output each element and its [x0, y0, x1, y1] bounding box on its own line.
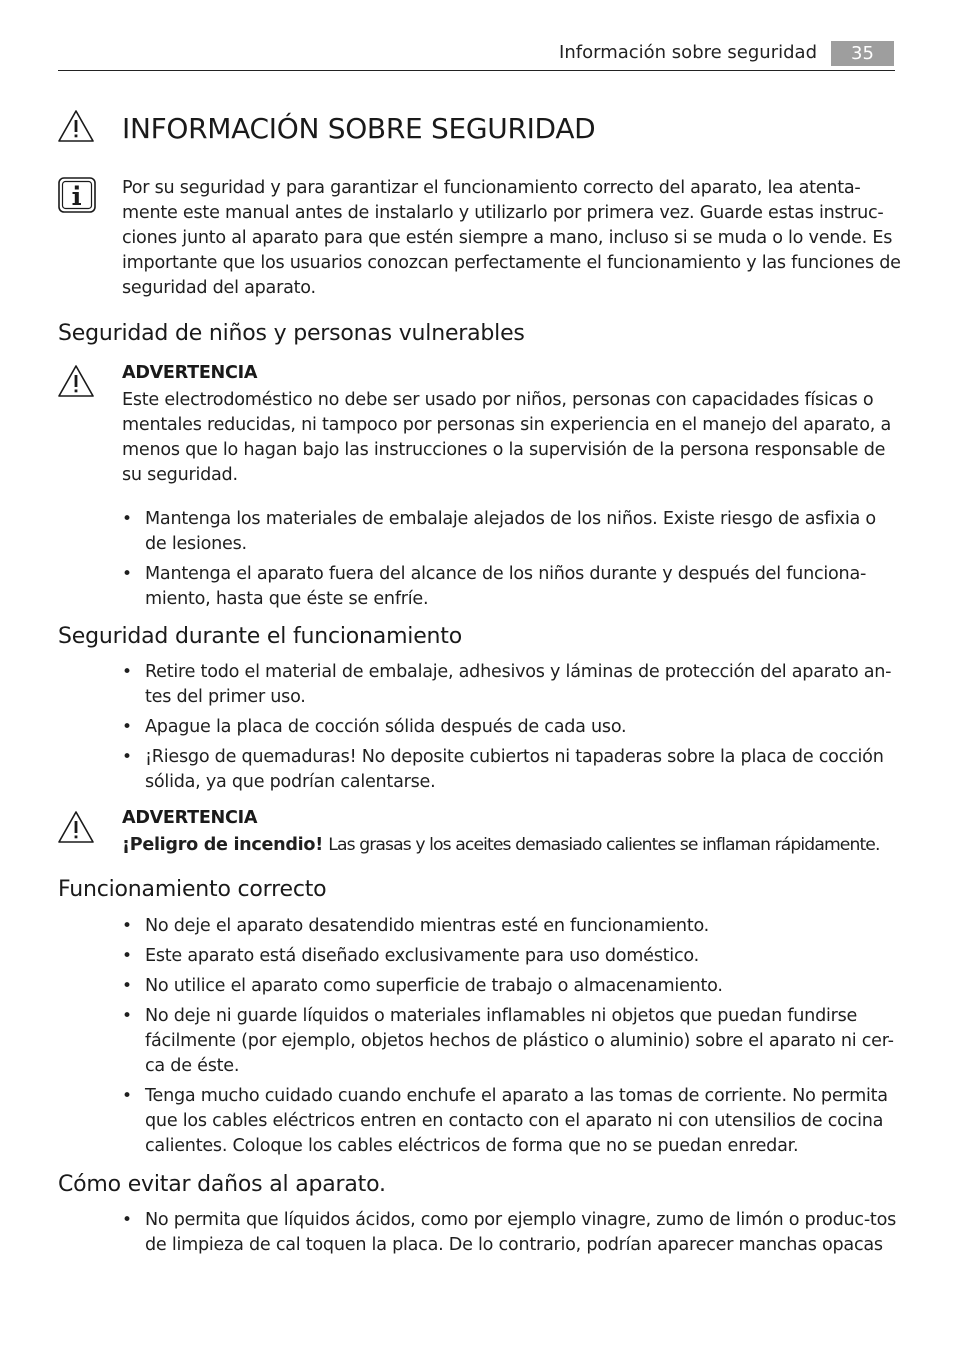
- page-number: 35: [831, 41, 894, 66]
- list-item: • No deje el aparato desatendido mientras esté en funcionamiento.: [122, 914, 902, 939]
- bullet-list-operation: [122, 660, 902, 800]
- bullet-list-correct: [122, 914, 902, 1164]
- warning-text-fire: [122, 833, 912, 858]
- section-heading-damage: Cómo evitar daños al aparato.: [58, 1172, 386, 1197]
- list-item: • Apague la placa de cocción sólida después de cada uso.: [122, 715, 902, 740]
- section-heading-children: Seguridad de niños y personas vulnerables: [58, 321, 525, 346]
- list-item: • No utilice el aparato como superficie de trabajo o almacenamiento.: [122, 974, 902, 999]
- page-title: INFORMACIÓN SOBRE SEGURIDAD: [122, 112, 596, 145]
- list-item: • Este aparato está diseñado exclusivamente para uso doméstico.: [122, 944, 902, 969]
- warning-triangle-icon: [57, 109, 95, 143]
- list-item: • No permita que líquidos ácidos, como por ejemplo vinagre, zumo de limón o produc-tos de limpieza de cal toquen la placa. De lo contrario, podrían aparecer manchas opacas: [122, 1208, 902, 1258]
- section-heading-operation: Seguridad durante el funcionamiento: [58, 624, 462, 649]
- warning-label: ADVERTENCIA: [122, 363, 258, 383]
- list-item: • ¡Riesgo de quemaduras! No deposite cubiertos ni tapaderas sobre la placa de cocción sólida, ya que podrían calentarse.: [122, 745, 902, 795]
- running-header: Información sobre seguridad: [559, 42, 817, 63]
- list-item: • Retire todo el material de embalaje, adhesivos y láminas de protección del aparato an-tes del primer uso.: [122, 660, 902, 710]
- warning-body: Las grasas y los aceites demasiado calientes se inflaman rápidamente.: [328, 835, 880, 855]
- info-icon: [58, 177, 96, 213]
- warning-emphasis: ¡Peligro de incendio!: [122, 835, 323, 855]
- list-item: • No deje ni guarde líquidos o materiales inflamables ni objetos que puedan fundirse fácilmente (por ejemplo, objetos hechos de plástico o aluminio) sobre el aparato ni cer-ca de éste.: [122, 1004, 902, 1079]
- warning-triangle-icon: [57, 364, 95, 398]
- section-heading-correct: Funcionamiento correcto: [58, 877, 327, 902]
- list-item: • Mantenga los materiales de embalaje alejados de los niños. Existe riesgo de asfixia o de lesiones.: [122, 507, 902, 557]
- list-item: • Mantenga el aparato fuera del alcance de los niños durante y después del funciona-miento, hasta que éste se enfríe.: [122, 562, 902, 612]
- warning-text-children: Este electrodoméstico no debe ser usado por niños, personas con capacidades físicas o mentales reducidas, ni tampoco por personas sin experiencia en el manejo del aparato, a menos que lo hagan bajo las instrucciones o la supervisión de la persona responsable de su seguridad.: [122, 390, 891, 485]
- warning-triangle-icon: [57, 810, 95, 844]
- warning-label: ADVERTENCIA: [122, 808, 258, 828]
- list-item: • Tenga mucho cuidado cuando enchufe el aparato a las tomas de corriente. No permita que los cables eléctricos entren en contacto con el aparato ni con utensilios de cocina calientes. Coloque los cables eléctricos de forma que no se puedan enredar.: [122, 1084, 902, 1159]
- bullet-list-damage: [122, 1208, 902, 1263]
- header-divider: [58, 70, 895, 71]
- bullet-list-children: [122, 507, 902, 617]
- intro-paragraph: Por su seguridad y para garantizar el funcionamiento correcto del aparato, lea atenta-mente este manual antes de instalarlo y utilizarlo por primera vez. Guarde estas instruc-ciones junto al aparato para que estén siempre a mano, incluso si se muda o lo vende. Es importante que los usuarios conozcan perfectamente el funcionamiento y las funciones de seguridad del aparato.: [122, 178, 901, 298]
